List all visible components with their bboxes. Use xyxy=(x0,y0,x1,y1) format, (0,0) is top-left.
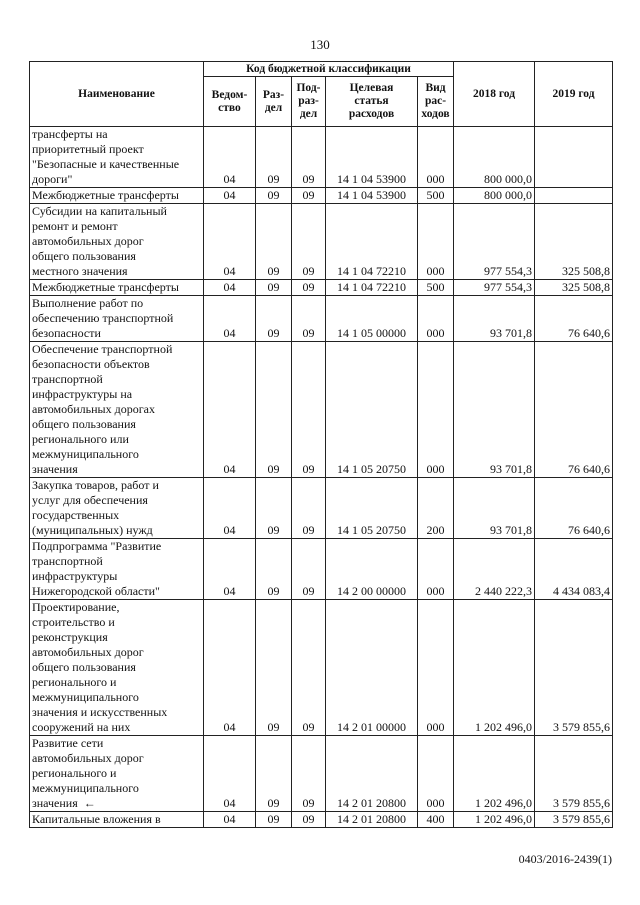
row-name: Подпрограмма "Развитие транспортной инфраструктуры Нижегородской области" xyxy=(30,539,204,600)
row-name-text: Развитие сети автомобильных дорог регионального и межмуниципального значения xyxy=(32,736,144,810)
header-csr: Целевая статья расходов xyxy=(326,77,418,127)
arrow-mark-icon: ← xyxy=(83,796,96,810)
row-2019: 325 508,8 xyxy=(535,204,613,280)
row-razdel: 09 xyxy=(256,204,292,280)
row-2018: 1 202 496,0 xyxy=(454,736,535,812)
row-csr: 14 1 05 00000 xyxy=(326,296,418,342)
row-podrazdel: 09 xyxy=(292,600,326,736)
row-2018: 1 202 496,0 xyxy=(454,600,535,736)
row-csr: 14 1 04 72210 xyxy=(326,280,418,296)
row-2018: 977 554,3 xyxy=(454,204,535,280)
row-vid: 400 xyxy=(418,812,454,828)
row-2019: 325 508,8 xyxy=(535,280,613,296)
row-csr: 14 2 00 00000 xyxy=(326,539,418,600)
row-podrazdel: 09 xyxy=(292,280,326,296)
row-2019: 3 579 855,6 xyxy=(535,736,613,812)
row-name: Межбюджетные трансферты xyxy=(30,280,204,296)
row-csr: 14 1 05 20750 xyxy=(326,478,418,539)
row-name: Обеспечение транспортной безопасности объектов транспортной инфраструктуры на автомобильных дорогах общего пользования регионального или межмуниципального значения xyxy=(30,342,204,478)
row-csr: 14 1 04 72210 xyxy=(326,204,418,280)
row-2018: 977 554,3 xyxy=(454,280,535,296)
row-razdel: 09 xyxy=(256,478,292,539)
row-2018: 93 701,8 xyxy=(454,296,535,342)
row-csr: 14 2 01 20800 xyxy=(326,736,418,812)
row-vid: 000 xyxy=(418,600,454,736)
row-podrazdel: 09 xyxy=(292,539,326,600)
table-row xyxy=(30,478,613,539)
header-podrazdel: Под- раз- дел xyxy=(292,77,326,127)
row-2018: 2 440 222,3 xyxy=(454,539,535,600)
header-vedom: Ведом- ство xyxy=(204,77,256,127)
budget-table xyxy=(29,61,613,828)
row-podrazdel: 09 xyxy=(292,736,326,812)
table-row xyxy=(30,296,613,342)
row-2019 xyxy=(535,188,613,204)
header-name: Наименование xyxy=(30,62,204,127)
row-razdel: 09 xyxy=(256,812,292,828)
table-row xyxy=(30,280,613,296)
document-code: 0403/2016-2439(1) xyxy=(518,852,612,866)
row-vid: 000 xyxy=(418,539,454,600)
row-vid: 500 xyxy=(418,280,454,296)
row-podrazdel: 09 xyxy=(292,127,326,188)
row-2019: 4 434 083,4 xyxy=(535,539,613,600)
header-razdel: Раз- дел xyxy=(256,77,292,127)
row-razdel: 09 xyxy=(256,600,292,736)
header-2019: 2019 год xyxy=(535,62,613,127)
row-2019 xyxy=(535,127,613,188)
header-vid: Вид рас- ходов xyxy=(418,77,454,127)
table-row xyxy=(30,812,613,828)
table-row xyxy=(30,204,613,280)
row-2018: 1 202 496,0 xyxy=(454,812,535,828)
row-podrazdel: 09 xyxy=(292,478,326,539)
row-csr: 14 1 04 53900 xyxy=(326,127,418,188)
row-vedom: 04 xyxy=(204,188,256,204)
row-razdel: 09 xyxy=(256,736,292,812)
row-2018: 800 000,0 xyxy=(454,188,535,204)
row-podrazdel: 09 xyxy=(292,204,326,280)
row-vid: 200 xyxy=(418,478,454,539)
header-2018: 2018 год xyxy=(454,62,535,127)
row-vedom: 04 xyxy=(204,280,256,296)
row-razdel: 09 xyxy=(256,127,292,188)
row-vid: 000 xyxy=(418,736,454,812)
row-vid: 000 xyxy=(418,296,454,342)
row-2019: 3 579 855,6 xyxy=(535,812,613,828)
row-vedom: 04 xyxy=(204,600,256,736)
row-vedom: 04 xyxy=(204,539,256,600)
table-row xyxy=(30,539,613,600)
row-2019: 76 640,6 xyxy=(535,342,613,478)
row-vid: 000 xyxy=(418,204,454,280)
row-vedom: 04 xyxy=(204,204,256,280)
table-row xyxy=(30,342,613,478)
row-podrazdel: 09 xyxy=(292,812,326,828)
row-podrazdel: 09 xyxy=(292,296,326,342)
row-csr: 14 2 01 20800 xyxy=(326,812,418,828)
row-vid: 000 xyxy=(418,342,454,478)
row-name: Межбюджетные трансферты xyxy=(30,188,204,204)
row-2018: 93 701,8 xyxy=(454,478,535,539)
row-vedom: 04 xyxy=(204,478,256,539)
table-row xyxy=(30,127,613,188)
row-csr: 14 2 01 00000 xyxy=(326,600,418,736)
row-razdel: 09 xyxy=(256,342,292,478)
row-2019: 3 579 855,6 xyxy=(535,600,613,736)
row-razdel: 09 xyxy=(256,296,292,342)
row-vedom: 04 xyxy=(204,342,256,478)
row-razdel: 09 xyxy=(256,280,292,296)
row-2018: 93 701,8 xyxy=(454,342,535,478)
row-razdel: 09 xyxy=(256,188,292,204)
table-row xyxy=(30,188,613,204)
row-csr: 14 1 05 20750 xyxy=(326,342,418,478)
row-vedom: 04 xyxy=(204,736,256,812)
row-podrazdel: 09 xyxy=(292,188,326,204)
row-vedom: 04 xyxy=(204,127,256,188)
row-podrazdel: 09 xyxy=(292,342,326,478)
row-name: Закупка товаров, работ и услуг для обеспечения государственных (муниципальных) нужд xyxy=(30,478,204,539)
row-vid: 500 xyxy=(418,188,454,204)
table-row xyxy=(30,736,613,812)
row-vedom: 04 xyxy=(204,296,256,342)
row-name: трансферты на приоритетный проект "Безопасные и качественные дороги" xyxy=(30,127,204,188)
page-number: 130 xyxy=(310,37,330,52)
table-row xyxy=(30,600,613,736)
row-name: Капитальные вложения в xyxy=(30,812,204,828)
row-name: Проектирование, строительство и реконструкция автомобильных дорог общего пользования регионального и межмуниципального значения и искусственных сооружений на них xyxy=(30,600,204,736)
row-razdel: 09 xyxy=(256,539,292,600)
row-name: Выполнение работ по обеспечению транспортной безопасности xyxy=(30,296,204,342)
row-2018: 800 000,0 xyxy=(454,127,535,188)
row-name xyxy=(30,736,204,812)
row-2019: 76 640,6 xyxy=(535,296,613,342)
row-2019: 76 640,6 xyxy=(535,478,613,539)
row-vid: 000 xyxy=(418,127,454,188)
row-vedom: 04 xyxy=(204,812,256,828)
header-group: Код бюджетной классификации xyxy=(204,62,454,77)
row-csr: 14 1 04 53900 xyxy=(326,188,418,204)
row-name: Субсидии на капитальный ремонт и ремонт автомобильных дорог общего пользования местного значения xyxy=(30,204,204,280)
